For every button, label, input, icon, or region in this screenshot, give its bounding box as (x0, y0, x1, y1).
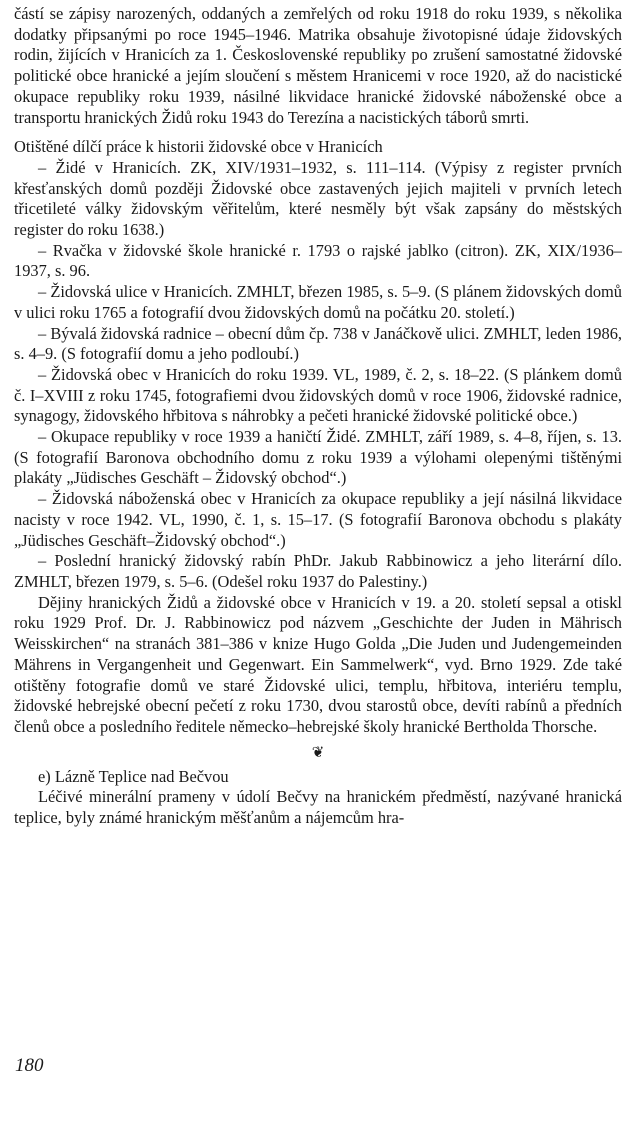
list-item-works: – Židovská náboženská obec v Hranicích za okupace republiky a její násilná likvidace nacisty v roce 1942. VL, 1990, č. 1, s. 15–17. (S fotografií Baronova obchodu s plakáty „Jüdisches Geschäft–Židovský obchod“.) (14, 489, 622, 550)
list-item-works: – Bývalá židovská radnice – obecní dům čp. 738 v Janáčkově ulici. ZMHLT, leden 1986, s. 4–9. (S fotografií domu a jeho podloubí.) (14, 323, 622, 364)
paragraph-printed-works-heading: Otištěné dílčí práce k historii židovské obce v Hranicích (14, 137, 383, 157)
page-text (14, 4, 622, 829)
page-number: 180 (15, 1055, 44, 1076)
list-item-works: – Okupace republiky v roce 1939 a haničtí Židé. ZMHLT, září 1989, s. 4–8, říjen, s. 13. (S fotografií Baronova obchodního domu z roku 1939 a výlohami olepenými tištěnými plakáty „Jüdisches Geschäft – Židovský obchod“.) (14, 427, 622, 488)
paragraph-register-description: částí se zápisy narozených, oddaných a zemřelých od roku 1918 do roku 1939, s několika dodatky připsanými po roce 1945–1946. Matrika obsahuje životopisné údaje židovských rodin, žijících v Hranicích za 1. Československé republiky po zrušení samostatné židovské politické obce hranické a jejím sloučení s městem Hranicemi v roce 1920, až do nacistické okupace republiky roku 1939, násilné likvidace hranické židovské náboženské obce a transportu hranických Židů roku 1943 do Terezína a nacistických táborů smrti. (14, 4, 622, 127)
list-item-works: – Židé v Hranicích. ZK, XIV/1931–1932, s. 111–114. (Výpisy z register prvních křesťanských domů později Židovské obce zastavených jejich majiteli v prvních letech třicetileté války židovským věřitelům, které nesměly být však zapsány do městských register do roku 1638.) (14, 157, 622, 240)
ornament-icon: ❦ (311, 744, 325, 761)
paragraph-history: Dějiny hranických Židů a židovské obce v Hranicích v 19. a 20. století sepsal a otiskl roku 1929 Prof. Dr. J. Rabbinowicz pod názvem „Geschichte der Juden in Mährisch Weisskirchen“ na stranách 381–386 v knize Hugo Golda „Die Juden und Judengemeinden Mährens in Vergangenheit und Gegenwart. Ein Sammelwerk“, vyd. Brno 1929. Zde také otištěny fotografie domů ve staré Židovské ulici, templu, hřbitova, interiéru templu, židovské hebrejské obecní pečetí z roku 1730, dvou starostů obce, devíti rabínů a předních členů obce a posledního ředitele německo–hebrejské školy hranické Bertholda Thorsche. (14, 592, 622, 736)
list-item-works: – Rvačka v židovské škole hranické r. 1793 o rajské jablko (citron). ZK, XIX/1936–1937, s. 96. (14, 240, 622, 281)
list-item-works: – Židovská ulice v Hranicích. ZMHLT, březen 1985, s. 5–9. (S plánem židovských domů v ulici roku 1765 a fotografií dvou židovských domů na počátku 20. století.) (14, 282, 622, 322)
list-item-works: – Židovská obec v Hranicích do roku 1939. VL, 1989, č. 2, s. 18–22. (S plánkem domů č. I–XVIII z roku 1745, fotografiemi dvou židovských domů v roce 1906, židovské radnice, synagogy, židovského hřbitova s náhrobky a pečeti hranické židovské politické obce.) (14, 364, 622, 426)
list-item-works: – Poslední hranický židovský rabín PhDr. Jakub Rabbinowicz a jeho literární dílo. ZMHLT, březen 1979, s. 5–6. (Odešel roku 1937 do Palestiny.) (14, 551, 622, 591)
paragraph-spa: Léčivé minerální prameny v údolí Bečvy na hranickém předměstí, nazývané hranická teplice, byly známé hranickým měšťanům a nájemcům hra- (14, 787, 622, 828)
section-heading: e) Lázně Teplice nad Bečvou (38, 766, 229, 786)
